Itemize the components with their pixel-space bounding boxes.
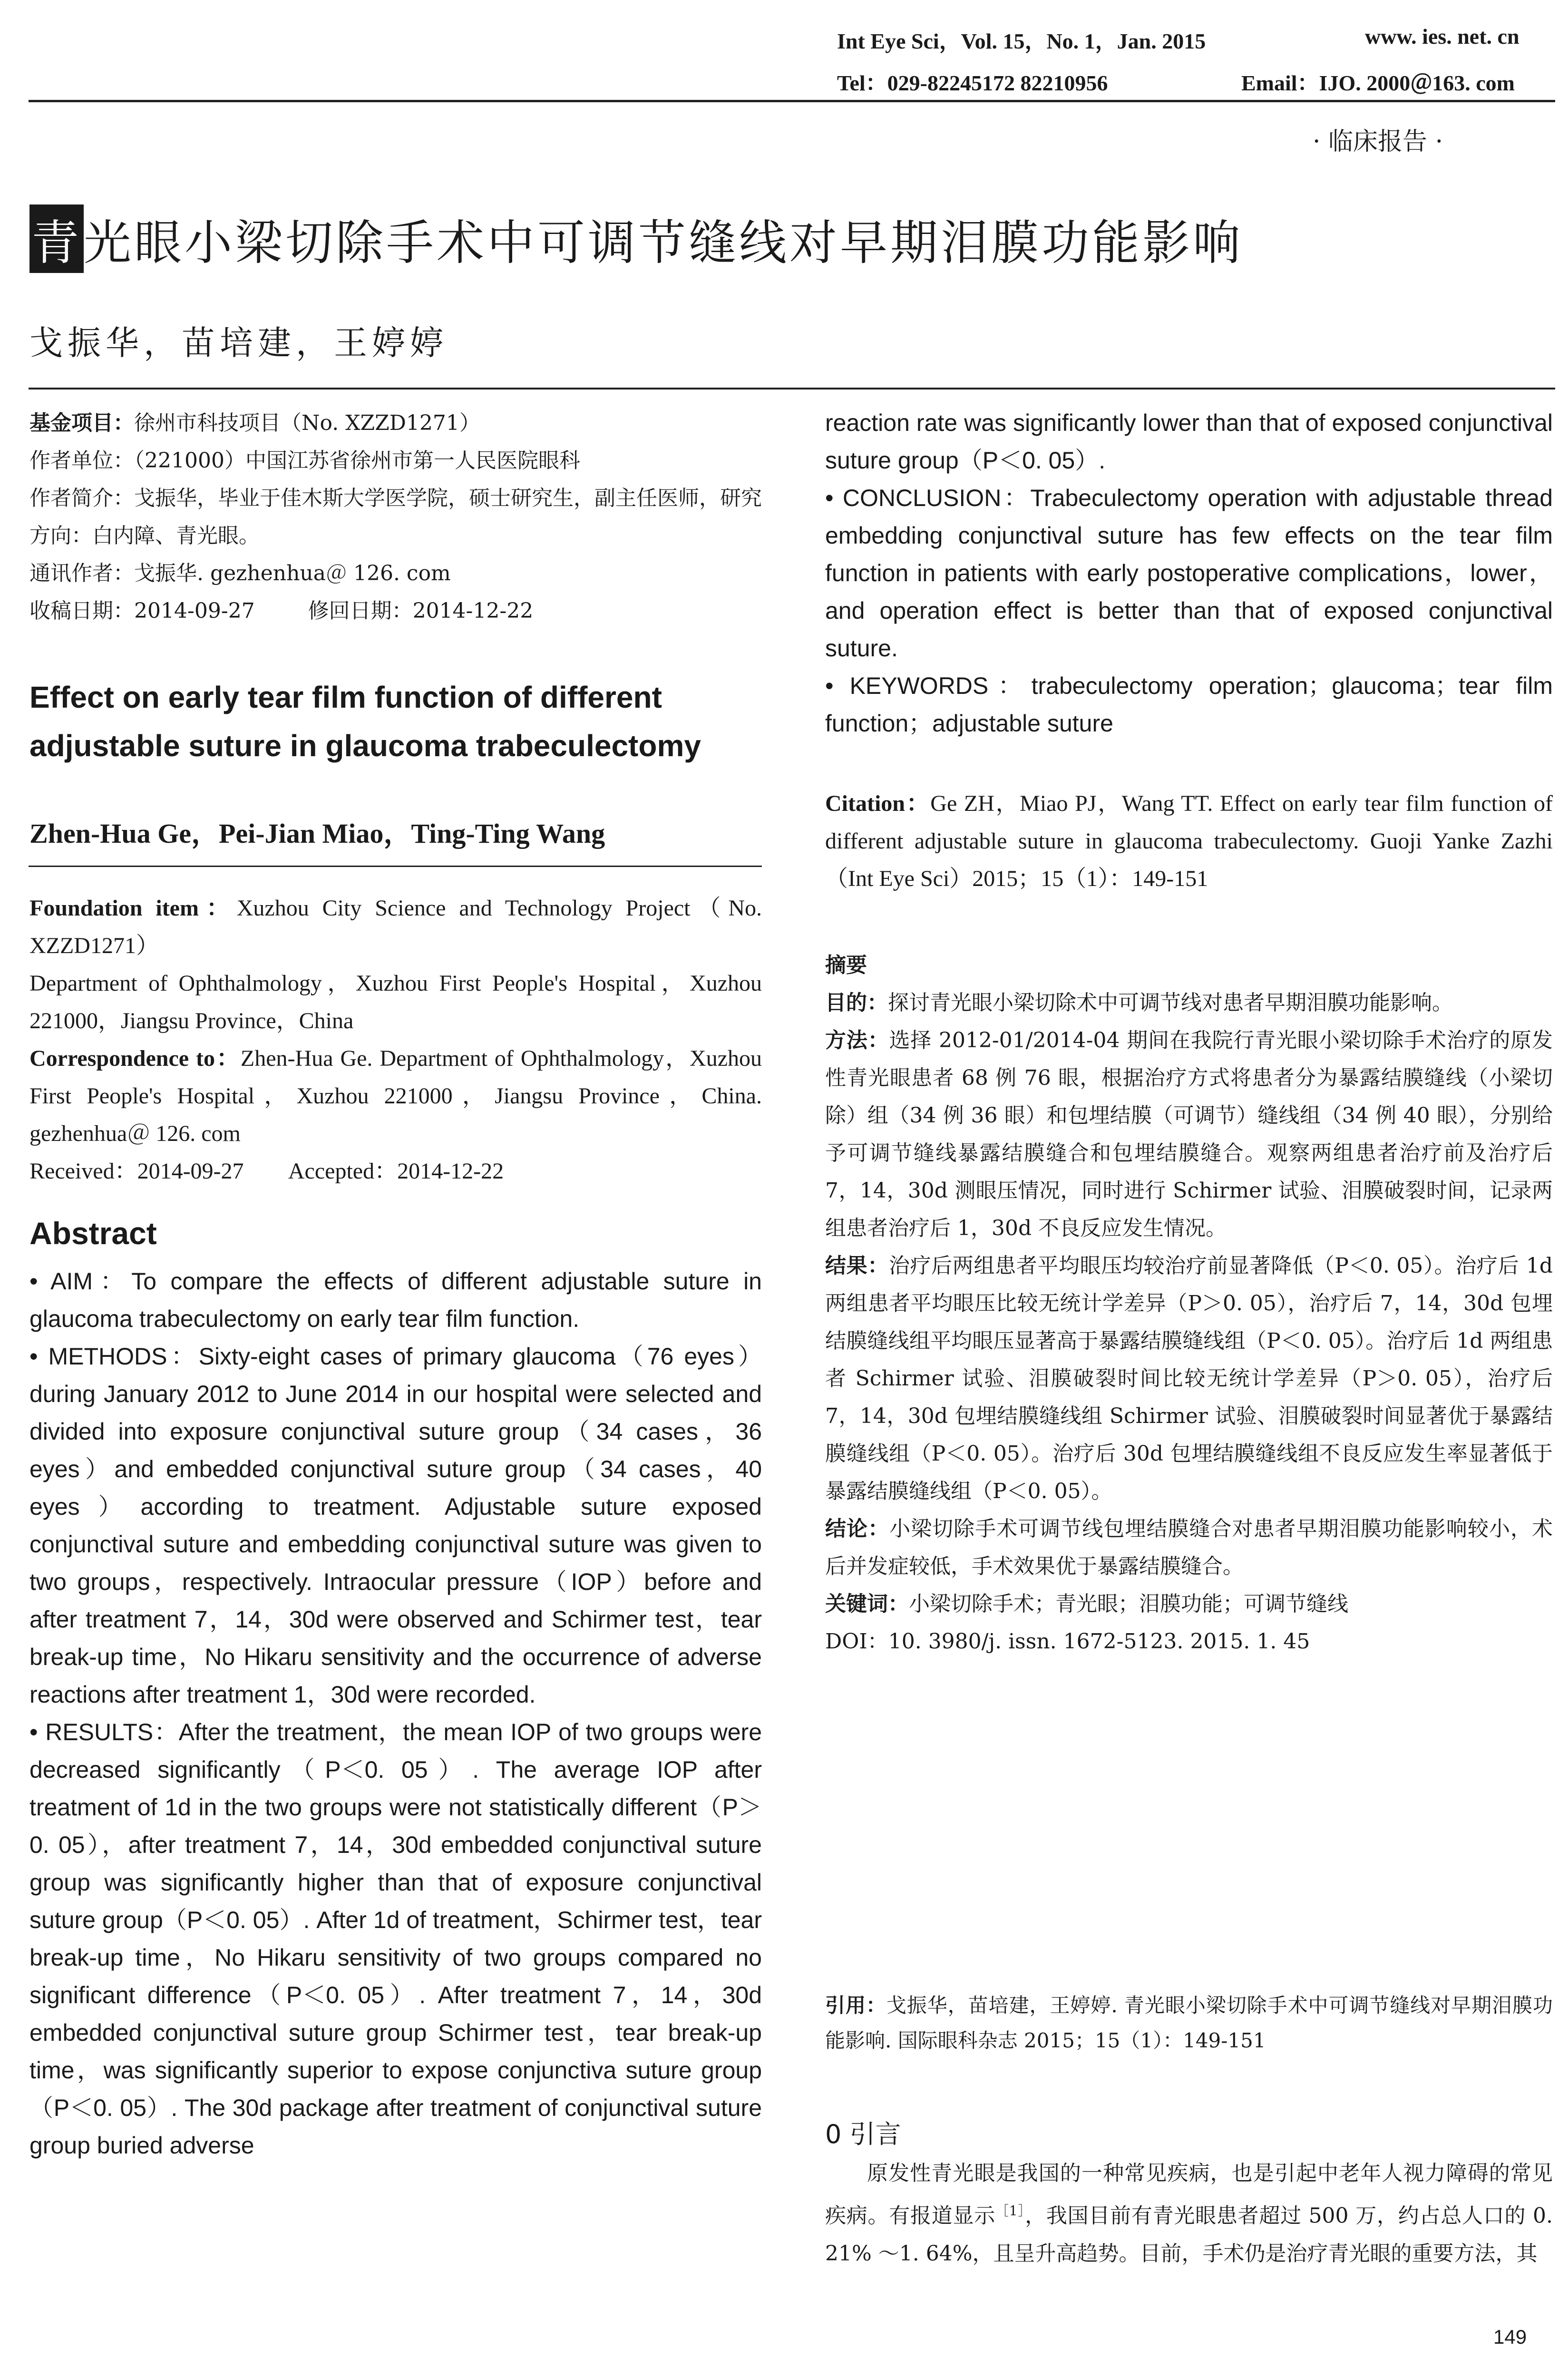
cite-zh [825,1988,1553,2058]
zh-aim: 探讨青光眼小梁切除术中可调节线对患者早期泪膜功能影响。 [888,991,1453,1015]
zh-conclusion: 小梁切除手术可调节线包埋结膜缝合对患者早期泪膜功能影响较小，术后并发症较低，手术效果优于暴露结膜缝合。 [825,1517,1553,1578]
intro-text-after: ，我国目前有青光眼患者超过 500 万，约占总人口的 0. 21% ～1. 64%，且呈升高趋势。目前，手术仍是治疗青光眼的重要方法，其 [825,2203,1553,2266]
authors-zh: 戈振华，苗培建，王婷婷 [29,323,448,362]
zh-abstract-heading: 摘要 [825,953,867,977]
abstract-left [29,1263,762,2164]
zh-label-methods: 方法： [825,1028,889,1052]
journal-email[interactable]: Email：IJO. 2000＠163. com [1241,71,1515,95]
abstract-heading: Abstract [29,1216,157,1251]
abstract-results: • RESULTS：After the treatment，the mean IOP of two groups were decreased significantly（P＜0. 05）. The average IOP after treatment of 1d in the two groups were not statistically different（P＞0. 05），after treatment 7，14，30d embedded conjunctival suture group was significantly higher than that of exposure conjunctival suture group（P＜0. 05）. After 1d of treatment，Schirmer test，tear break-up time，No Hikaru sensitivity of two groups compared no significant difference（P＜0. 05）. After treatment 7，14，30d embedded conjunctival suture group Schirmer test，tear break-up time，was significantly superior to expose conjunctiva suture group（P＜0. 05）. The 30d package after treatment of conjunctival suture group buried adverse [29,1719,762,2159]
meta-foundation: 徐州市科技项目（No. XZZD1271） [134,411,480,435]
english-authors: Zhen-Hua Ge，Pei-Jian Miao，Ting-Ting Wang [29,818,605,849]
english-meta [29,889,762,1190]
foundation-text: Xuzhou City Science and Technology Project（No. XZZD1271） [29,896,762,958]
header-rule [29,100,1555,102]
zh-methods: 选择 2012-01/2014-04 期间在我院行青光眼小梁切除手术治疗的原发性青光眼患者 68 例 76 眼，根据治疗方式将患者分为暴露结膜缝线（小梁切除）组（34 例 36 眼）和包埋结膜（可调节）缝线组（34 例 40 眼），分别给予可调节缝线暴露结膜缝合和包埋结膜缝合。观察两组患者治疗前及治疗后 7，14，30d 测眼压情况，同时进行 Schirmer 试验、泪膜破裂时间，记录两组患者治疗后 1，30d 不良反应发生情况。 [825,1028,1553,1240]
left-meta [29,404,762,630]
correspondence-label: Correspondence to： [29,1046,241,1071]
abstract-results-cont: reaction rate was significantly lower than that of exposed conjunctival suture group（P＜0. 05）. [825,409,1553,474]
journal-line: Int Eye Sci，Vol. 15，No. 1，Jan. 2015 [837,29,1206,53]
meta-label: 基金项目： [29,411,134,435]
title-first-char: 青 [29,205,84,273]
zh-results: 治疗后两组患者平均眼压均较治疗前显著降低（P＜0. 05）。治疗后 1d 两组患者平均眼压比较无统计学差异（P＞0. 05），治疗后 7，14，30d 包埋结膜缝线组平均眼压显著高于暴露结膜缝线组（P＜0. 05）。治疗后 1d 两组患者 Schirmer 试验、泪膜破裂时间比较无统计学差异（P＞0. 05），治疗后 7，14，30d 包埋结膜缝线组 Schirmer 试验、泪膜破裂时间显著优于暴露结膜缝线组（P＜0. 05）。治疗后 30d 包埋结膜缝线组不良反应发生率显著低于暴露结膜缝线组（P＜0. 05）。 [825,1254,1553,1503]
doi[interactable]: DOI：10. 3980/j. issn. 1672-5123. 2015. 1. 45 [825,1629,1310,1654]
meta-dates: 收稿日期：2014-09-27 修回日期：2014-12-22 [29,599,534,623]
journal-tel: Tel：029-82245172 82210956 [837,71,1108,95]
zh-label-keywords: 关键词： [825,1592,909,1616]
zh-label-aim: 目的： [825,991,888,1015]
abstract-keywords: • KEYWORDS：trabeculectomy operation；glaucoma；tear film function；adjustable suture [825,672,1553,737]
zh-label-conclusion: 结论： [825,1517,890,1541]
abstract-right [825,404,1553,742]
intro-heading: 0 引言 [825,2119,901,2149]
abstract-conclusion: • CONCLUSION：Trabeculectomy operation with adjustable thread embedding conjunctival suture has few effects on the tear film function in patients with early postoperative complications，lower，and operation effect is better than that of exposed conjunctival suture. [825,485,1553,662]
english-title: Effect on early tear film function of different adjustable suture in glaucoma trabeculectomy [29,680,701,763]
en-authors-rule [29,866,762,867]
zh-abstract [825,946,1553,1660]
foundation-label: Foundation item： [29,896,237,921]
intro-text-before: 原发性青光眼是我国的一种常见疾病，也是引起中老年人视力障碍的常见疾病。有报道显示 [825,2161,1553,2228]
citation-label: Citation： [825,791,931,816]
correspondence-text: Zhen-Hua Ge. Department of Ophthalmology，Xuzhou First People's Hospital，Xuzhou 221000，Jiangsu Province，China. gezhenhua＠ 126. com [29,1046,762,1146]
department-text: Department of Ophthalmology，Xuzhou First People's Hospital，Xuzhou 221000，Jiangsu Province，China [29,971,762,1033]
received-text: Received：2014-09-27 Accepted：2014-12-22 [29,1159,504,1184]
citation [825,785,1553,897]
page-number: 149 [1493,2326,1527,2348]
intro-paragraph [825,2154,1553,2272]
journal-website[interactable]: www. ies. net. cn [1365,24,1519,49]
article-title [29,205,1243,273]
meta-affiliation: 作者单位：（221000）中国江苏省徐州市第一人民医院眼科 [29,448,580,473]
section-tag: · 临床报告 · [1313,127,1443,156]
cite-zh-label: 引用： [825,1994,886,2017]
zh-label-results: 结果： [825,1254,889,1278]
abstract-aim: • AIM：To compare the effects of different adjustable suture in glaucoma trabeculectomy on early tear film function. [29,1268,762,1332]
zh-keywords: 小梁切除手术；青光眼；泪膜功能；可调节缝线 [909,1592,1348,1616]
abstract-methods: • METHODS：Sixty-eight cases of primary glaucoma（76 eyes）during January 2012 to June 2014 in our hospital were selected and divided into exposure conjunctival suture group（34 cases，36 eyes）and embedded conjunctival suture group（34 cases，40 eyes）according to treatment. Adjustable suture exposed conjunctival suture and embedding conjunctival suture was given to two groups，respectively. Intraocular pressure（IOP）before and after treatment 7，14，30d were observed and Schirmer test，tear break-up time，No Hikaru sensitivity and the occurrence of adverse reactions after treatment 1，30d were recorded. [29,1343,762,1708]
title-rule [29,388,1555,390]
meta-author-bio: 作者简介：戈振华，毕业于佳木斯大学医学院，硕士研究生，副主任医师，研究方向：白内障、青光眼。 [29,486,762,548]
intro-ref[interactable]: ［1］ [995,2203,1025,2219]
meta-correspondence: 通讯作者：戈振华. gezhenhua＠ 126. com [29,561,451,585]
cite-zh-text: 戈振华，苗培建，王婷婷. 青光眼小梁切除手术中可调节缝线对早期泪膜功能影响. 国际眼科杂志 2015；15（1）：149-151 [825,1994,1553,2052]
citation-text: Ge ZH，Miao PJ，Wang TT. Effect on early tear film function of different adjustable suture in glaucoma trabeculectomy. Guoji Yanke Zazhi（Int Eye Sci）2015；15（1）：149-151 [825,791,1553,891]
title-rest: 光眼小梁切除手术中可调节缝线对早期泪膜功能影响 [84,215,1243,271]
